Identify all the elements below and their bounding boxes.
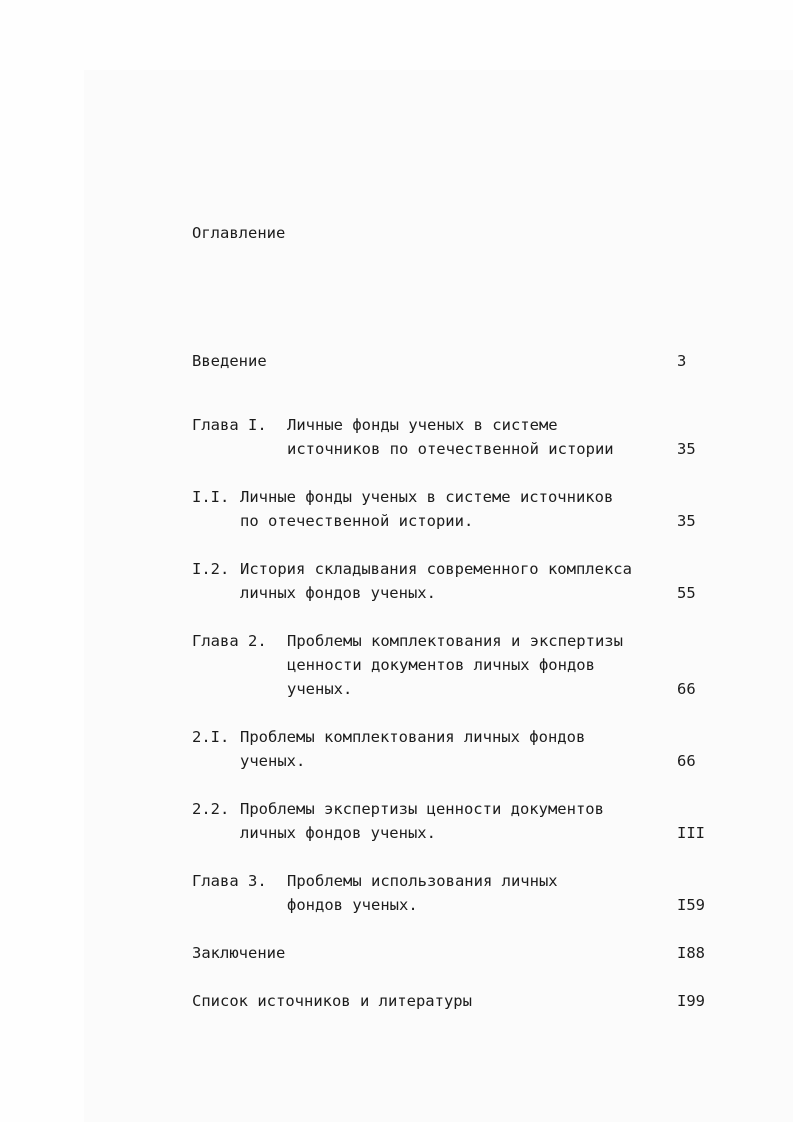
toc-s22-page: III xyxy=(677,824,705,842)
toc-s21-page: 66 xyxy=(677,752,696,770)
toc-ch2-line2: ценности документов личных фондов xyxy=(287,656,595,674)
toc-ch2-line1: Проблемы комплектования и экспертизы xyxy=(287,632,623,650)
toc-s11-line1: Личные фонды ученых в системе источников xyxy=(240,488,614,506)
toc-heading: Оглавление xyxy=(192,224,286,242)
toc-s11-page: 35 xyxy=(677,512,696,530)
toc-ch3-label: Глава 3. xyxy=(192,872,267,890)
toc-s11-label: I.I. xyxy=(192,488,230,506)
toc-s21-line1: Проблемы комплектования личных фондов xyxy=(240,728,586,746)
toc-sources-page: I99 xyxy=(677,992,705,1010)
toc-s22-line2: личных фондов ученых. xyxy=(240,824,436,842)
toc-s12-label: I.2. xyxy=(192,560,230,578)
toc-s12-line1: История складывания современного комплекса xyxy=(240,560,632,578)
toc-ch1-label: Глава I. xyxy=(192,416,267,434)
toc-s22-label: 2.2. xyxy=(192,800,230,818)
toc-ch2-line3: ученых. xyxy=(287,680,353,698)
toc-ch3-line2: фондов ученых. xyxy=(287,896,418,914)
toc-ch3-page: I59 xyxy=(677,896,705,914)
toc-s11-line2: по отечественной истории. xyxy=(240,512,474,530)
toc-s12-line2: личных фондов ученых. xyxy=(240,584,436,602)
toc-ch2-label: Глава 2. xyxy=(192,632,267,650)
toc-ch1-page: 35 xyxy=(677,440,696,458)
toc-ch1-line2: источников по отечественной истории xyxy=(287,440,614,458)
toc-ch3-line1: Проблемы использования личных xyxy=(287,872,558,890)
toc-s21-label: 2.I. xyxy=(192,728,230,746)
toc-intro-title: Введение xyxy=(192,352,267,370)
toc-s12-page: 55 xyxy=(677,584,696,602)
toc-intro-page: 3 xyxy=(677,352,687,370)
toc-ch1-line1: Личные фонды ученых в системе xyxy=(287,416,558,434)
toc-sources-title: Список источников и литературы xyxy=(192,992,472,1010)
toc-ch2-page: 66 xyxy=(677,680,696,698)
toc-conclusion-page: I88 xyxy=(677,944,705,962)
toc-conclusion-title: Заключение xyxy=(192,944,286,962)
toc-s22-line1: Проблемы экспертизы ценности документов xyxy=(240,800,604,818)
toc-s21-line2: ученых. xyxy=(240,752,306,770)
